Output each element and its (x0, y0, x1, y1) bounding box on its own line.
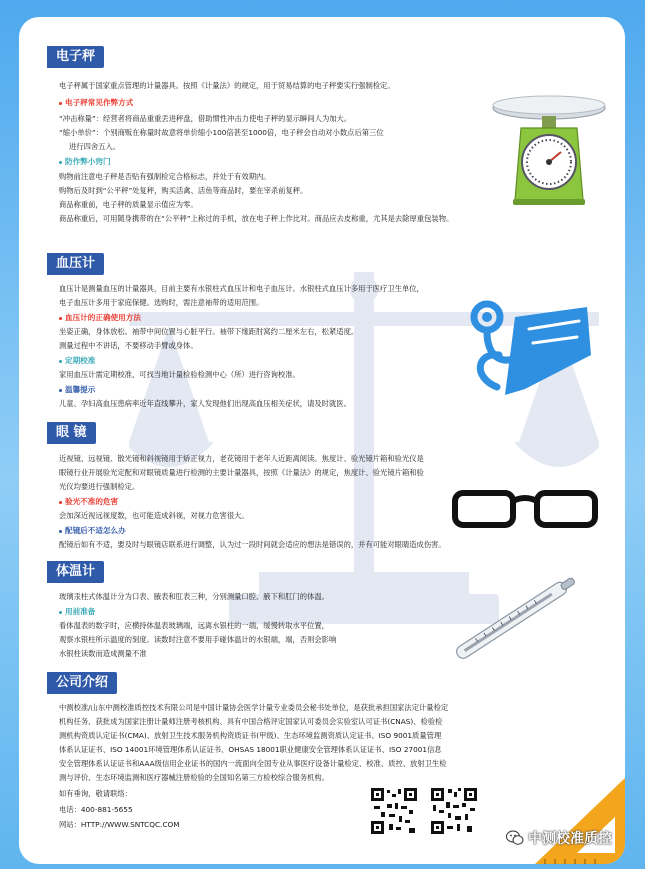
bp-line: 测量过程中不讲话，不要移动手臂或身体。 (59, 341, 198, 350)
scale-line: 商品称重后，可用随身携带的在“公平秤”上称过的手机，放在电子秤上作比对。商品应去皮称重，尤其是去除厚重包装物。 (59, 214, 454, 223)
glasses-line: 配镜后如有不适，要及时与眼镜店联系进行调整，认为过一段时间就会适应的想法是错误的，并有可能对眼睛造成伤害。 (59, 540, 446, 549)
thermo-sub1: 用前准备 (59, 607, 95, 617)
contact-phone: 电话：400-881-5655 (59, 805, 133, 814)
blood-pressure-monitor-icon (467, 297, 597, 405)
scale-line: “缩小单价”：个别商贩在称量时故意将单价缩小100倍甚至1000倍，电子秤会自动对小数点后第三位 (59, 128, 384, 137)
wechat-watermark (506, 827, 612, 849)
glasses-intro: 光仪均要进行强制检定。 (59, 482, 140, 491)
scale-line: 购物前注意电子秤是否贴有强制检定合格标志，并处于有效期内。 (59, 172, 271, 181)
kitchen-scale-icon (489, 80, 609, 210)
qr-code-left-icon (369, 786, 419, 836)
thermo-line: 看体温表的数字时，应横持体温表玻璃端，远离水银柱的一端，缓慢转取水平位置， (59, 621, 329, 630)
contact-website: 网站：HTTP://WWW.SNTCQC.COM (59, 820, 180, 829)
thermometer-icon (441, 573, 591, 663)
scale-line: “冲击称量”：经营者将商品重重丢进秤盘，借助惯性冲击力使电子秤的显示瞬间人为加大。 (59, 114, 352, 123)
section-header-scale: 电子秤 (47, 46, 104, 68)
wechat-icon (506, 830, 524, 846)
triangle-ruler-icon (515, 773, 625, 864)
company-line: 测机构资质认定证书(CMA)、放射卫生技术服务机构资质证书(甲级)、生态环境监测资质认定证书、ISO 9001质量管理 (59, 731, 442, 740)
thermo-line: 观察水银柱所示温度的刻度。读数时注意不要用手碰体温计的水银端，端，否则会影响 (59, 635, 337, 644)
bp-line: 坐姿正确，身体放松。袖带中间位置与心脏平行。袖带下缘距肘窝约二厘米左右，松紧适度。 (59, 327, 359, 336)
company-line: 机构任务、获批成为国家注册计量师注册考核机构、具有中国合格评定国家认可委员会实验室认可证书(CNAS)、检验检 (59, 717, 443, 726)
section-header-thermometer: 体温计 (47, 561, 104, 583)
company-line: 安全管理体系认证证书和AAA级信用企业证书的国内一流面向全国专业从事医疗设备计量检定、校准、质控、放射卫生检 (59, 759, 447, 768)
glasses-line: 会加深近视远视度数，也可能造成斜视，对视力危害很大。 (59, 511, 249, 520)
bp-sub3: 温馨提示 (59, 385, 95, 395)
bp-line: 儿童、孕妇高血压患病率近年直线攀升，家人发现他们出现高血压相关症状，请及时就医。 (59, 399, 351, 408)
company-line: 中测校准/山东中测校准质控技术有限公司是中国计量协会医学计量专业委员会秘书处单位，是获批承担国家法定计量检定 (59, 703, 449, 712)
qr-code-right-icon (429, 786, 479, 836)
company-line: 体系认证证书、ISO 14001环境管理体系认证证书、OHSAS 18001职业健康安全管理体系认证证书、ISO 27001信息 (59, 745, 442, 754)
glasses-intro: 近视镜、远视镜、散光镜和斜视镜用于矫正视力，老花镜用于老年人近距离阅读。焦度计、验光镜片箱和验光仪是 (59, 454, 424, 463)
bp-intro: 电子血压计多用于家庭保健。选购时，需注意袖带的适用范围。 (59, 298, 264, 307)
bp-intro: 血压计是测量血压的计量器具，目前主要有水银柱式血压计和电子血压计。水银柱式血压计多用于医疗卫生单位， (59, 284, 424, 293)
scale-line: 购物后及时到“公平秤”处复秤，购买活禽、活鱼等商品时，要在宰杀前复秤。 (59, 186, 308, 195)
scale-intro: 电子秤属于国家重点管理的计量器具。按照《计量法》的规定，用于贸易结算的电子秤要实行强制检定。 (59, 81, 395, 90)
section-header-company: 公司介绍 (47, 672, 117, 694)
section-header-glasses: 眼 镜 (47, 422, 96, 444)
contact-label: 如有垂询，敬请联络： (59, 789, 132, 798)
wechat-watermark-text: 中测校准质控 (528, 831, 612, 847)
bp-line: 家用血压计需定期校准，可找当地计量检验检测中心（所）进行咨询校准。 (59, 370, 300, 379)
scale-sub2: 防作弊小窍门 (59, 157, 111, 167)
glasses-sub2: 配镜后不适怎么办 (59, 526, 126, 536)
bp-sub2: 定期校准 (59, 356, 95, 366)
bp-sub1: 血压计的正确使用方法 (59, 313, 141, 323)
poster-card (19, 17, 625, 864)
thermo-intro: 玻璃汞柱式体温计分为口表、腋表和肛表三种，分别测量口腔、腋下和肛门的体温。 (59, 592, 329, 601)
glasses-intro: 眼镜行业开展验光定配和对眼镜质量进行检测的主要计量器具，按照《计量法》的规定，焦度计、验光镜片箱和验 (59, 468, 424, 477)
scale-sub1: 电子秤常见作弊方式 (59, 98, 133, 108)
section-header-bp: 血压计 (47, 253, 104, 275)
eyeglasses-icon (451, 487, 599, 531)
glasses-sub1: 验光不准的危害 (59, 497, 118, 507)
company-line: 测与评价、生态环境监测和医疗器械注册检验的全国知名第三方检校综合服务机构。 (59, 773, 329, 782)
thermo-line: 水银柱读数而造成测量不准 (59, 649, 147, 658)
scale-line: 进行四舍五入。 (69, 142, 121, 151)
scale-line: 商品称重前，电子秤的质量显示值应为零。 (59, 200, 198, 209)
